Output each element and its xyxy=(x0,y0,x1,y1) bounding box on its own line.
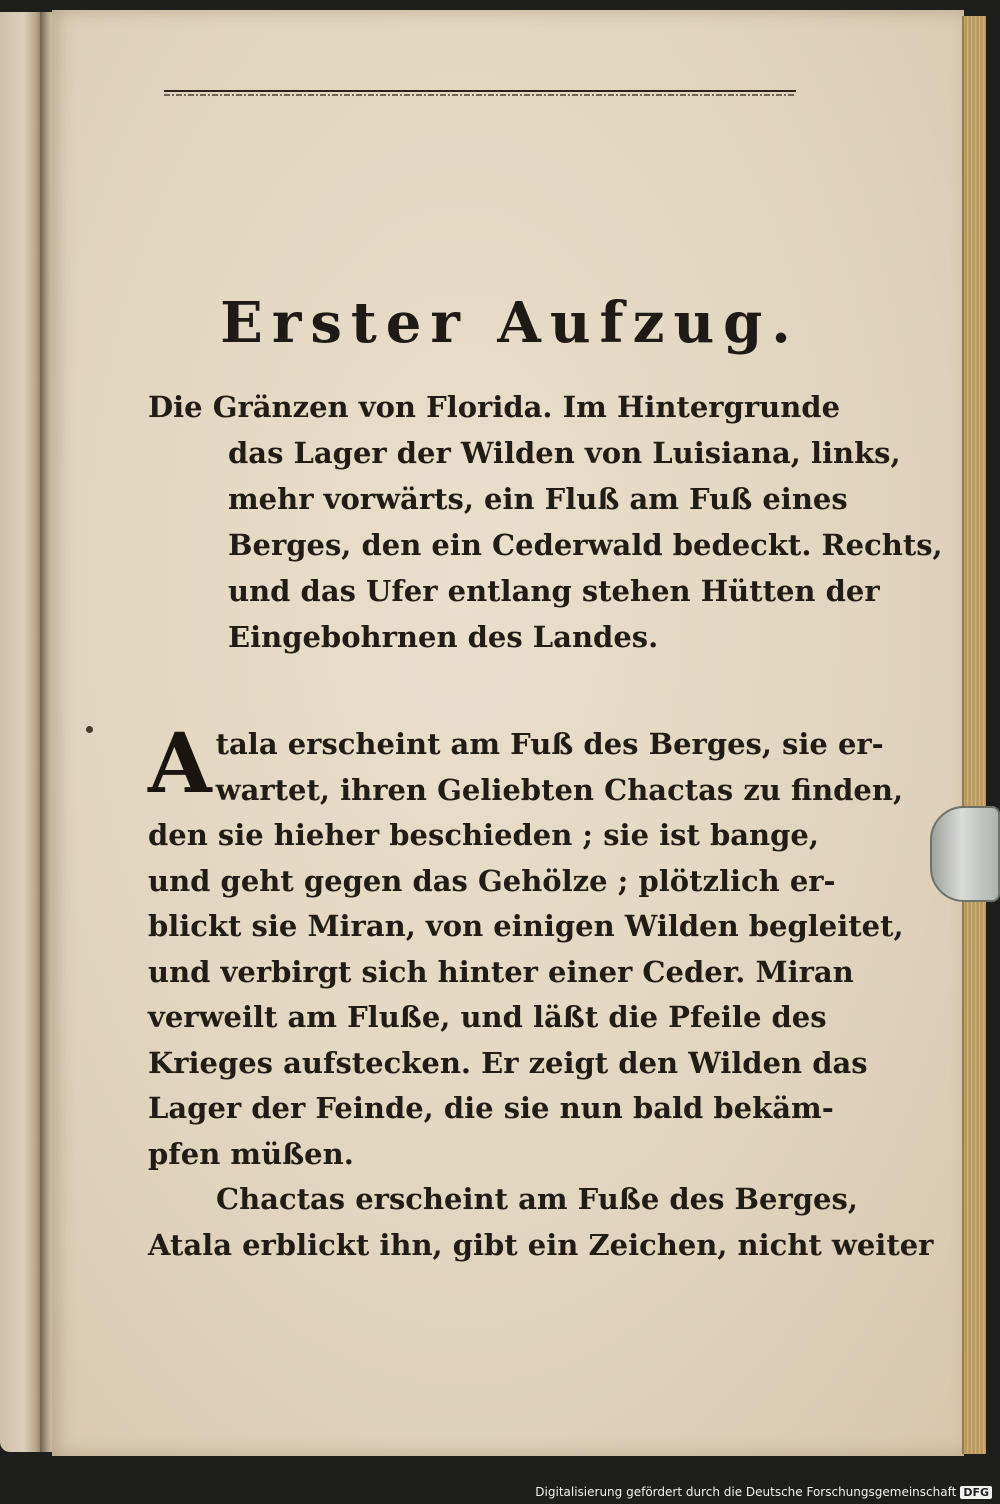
dfg-logo: DFG xyxy=(960,1486,992,1499)
drop-cap: A xyxy=(148,716,212,812)
body-line: und geht gegen das Gehölze ; plötzlich er- xyxy=(148,863,836,898)
body-line: Lager der Feinde, die sie nun bald bekäm- xyxy=(148,1091,834,1125)
body-text xyxy=(148,716,934,1268)
body-line: wartet, ihren Geliebten Chactas zu finden, xyxy=(215,772,904,807)
digitization-credit xyxy=(535,1482,992,1502)
stage-line: mehr vorwärts, ein Fluß am Fuß eines xyxy=(228,482,848,516)
bookmark-tab xyxy=(930,806,1000,902)
paragraph-start: Chactas erscheint am Fuße des Berges, xyxy=(216,1182,858,1216)
body-line: pfen müßen. xyxy=(148,1136,354,1171)
body-line: verweilt am Fluße, und läßt die Pfeile des xyxy=(148,1000,827,1034)
page-title: Erster Aufzug. xyxy=(220,290,800,356)
left-page-edge xyxy=(0,12,42,1452)
ink-spot xyxy=(86,726,93,733)
decorative-rule xyxy=(164,88,796,98)
page-stack-edge xyxy=(962,16,986,1454)
body-line: den sie hieher beschieden ; sie ist bange, xyxy=(148,818,819,852)
stage-line: Berges, den ein Cederwald bedeckt. Rechts, xyxy=(228,528,943,562)
stage-line: das Lager der Wilden von Luisiana, links, xyxy=(228,436,901,470)
stage-direction xyxy=(148,384,943,660)
body-line: Krieges aufstecken. Er zeigt den Wilden das xyxy=(148,1045,868,1080)
body-line: blickt sie Miran, von einigen Wilden begleitet, xyxy=(148,909,904,943)
credit-text: Digitalisierung gefördert durch die Deutsche Forschungsgemeinschaft xyxy=(535,1485,957,1499)
stage-line: Die Gränzen von Florida. Im Hintergrunde xyxy=(148,390,841,424)
body-line: Atala erblickt ihn, gibt ein Zeichen, nicht weiter xyxy=(148,1227,934,1262)
stage-line: Eingebohrnen des Landes. xyxy=(228,620,659,654)
stage-line: und das Ufer entlang stehen Hütten der xyxy=(228,574,880,608)
body-line: und verbirgt sich hinter einer Ceder. Miran xyxy=(148,954,854,989)
body-line: tala erscheint am Fuß des Berges, sie er- xyxy=(215,727,884,761)
